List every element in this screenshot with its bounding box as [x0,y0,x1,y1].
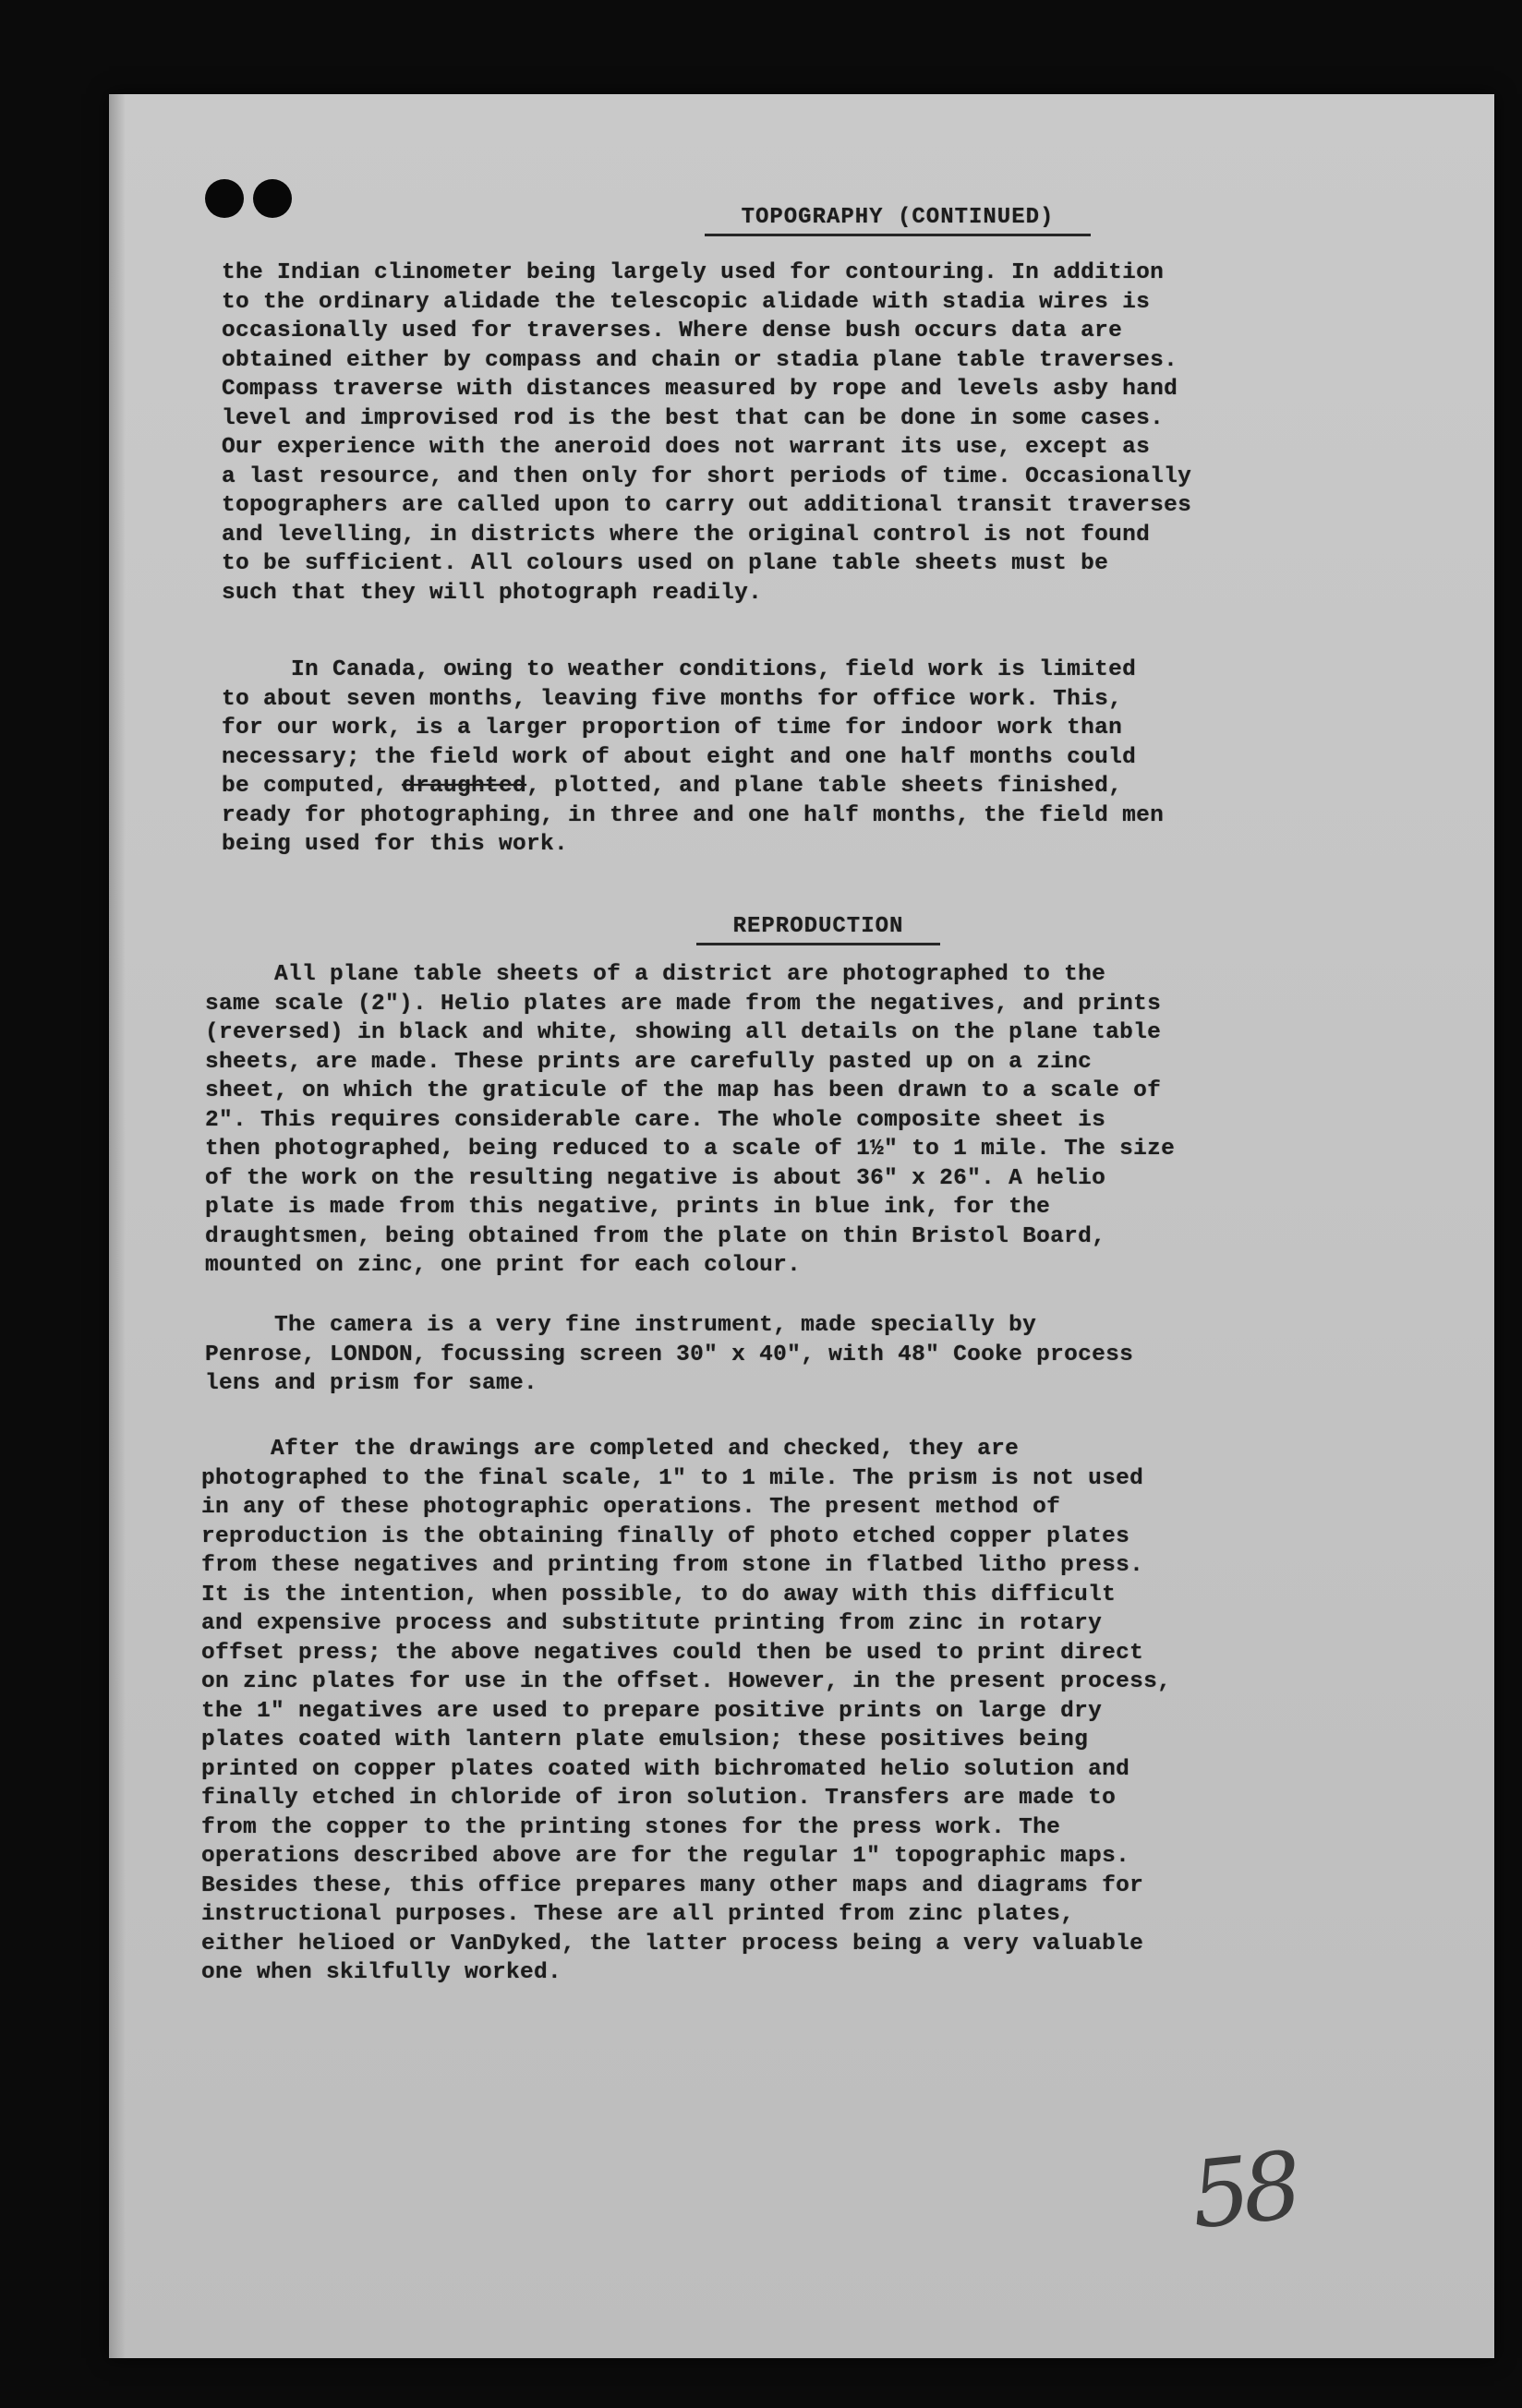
text-line: plates coated with lantern plate emulsion; these positives being [201,1728,1089,1752]
text-line: After the drawings are completed and checked, they are [201,1437,1020,1462]
text-line: All plane table sheets of a district are photographed to the [205,962,1106,987]
text-line: Besides these, this office prepares many other maps and diagrams for [201,1872,1144,1898]
text-line-with-strikeout [222,772,1441,801]
text-line: mounted on zinc, one print for each colour. [205,1253,802,1278]
text-line: (reversed) in black and white, showing all details on the plane table [205,1020,1162,1045]
paragraph-reproduction-process [205,960,1424,1281]
text-line: It is the intention, when possible, to do away with this difficult [201,1582,1117,1607]
text-line: 2". This requires considerable care. The whole composite sheet is [205,1107,1106,1133]
paragraph-topography-methods [222,259,1441,608]
text-line: Our experience with the aneroid does not warrant its use, except as [222,435,1151,460]
page-edge-shadow [109,94,126,2358]
handwritten-page-number: 58 [1186,2131,1300,2250]
text-line: and levelling, in districts where the original control is not found [222,522,1151,548]
text-line: in any of these photographic operations. The present method of [201,1495,1061,1520]
text-line: printed on copper plates coated with bichromated helio solution and [201,1756,1130,1782]
text-line: level and improvised rod is the best that can be done in some cases. [222,405,1165,431]
text-line: from these negatives and printing from stone in flatbed litho press. [201,1553,1144,1578]
text-line: photographed to the final scale, 1" to 1 mile. The prism is not used [201,1465,1144,1491]
text-line: reproduction is the obtaining finally of photo etched copper plates [201,1523,1130,1549]
text-line: occasionally used for traverses. Where dense bush occurs data are [222,319,1123,343]
text-line: offset press; the above negatives could then be used to print direct [201,1640,1144,1666]
text-line: The camera is a very fine instrument, made specially by [205,1313,1037,1338]
paragraph-printing-process [201,1435,1420,1988]
text-line: Penrose, LONDON, focussing screen 30" x 40", with 48" Cooke process [205,1342,1134,1367]
text-line: plate is made from this negative, prints in blue ink, for the [205,1195,1051,1220]
text-line: either helioed or VanDyked, the latter process being a very valuable [201,1931,1144,1956]
text-line: for our work, is a larger proportion of time for indoor work than [222,716,1123,740]
text-line: then photographed, being reduced to a scale of 1½" to 1 mile. The size [205,1137,1176,1162]
text-fragment: be computed, [222,774,403,799]
text-line: obtained either by compass and chain or stadia plane table traverses. [222,347,1178,373]
text-line: ready for photographing, in three and one half months, the field men [222,802,1165,828]
text-line: instructional purposes. These are all printed from zinc plates, [201,1902,1075,1927]
section-heading [126,914,1511,945]
section-heading-text: REPRODUCTION [696,914,941,945]
text-line: draughtsmen, being obtained from the plate on thin Bristol Board, [205,1223,1106,1249]
text-line: topographers are called upon to carry out additional transit traverses [222,493,1192,518]
text-line: to about seven months, leaving five months for office work. This, [222,686,1123,712]
text-line: In Canada, owing to weather conditions, field work is limited [222,657,1137,682]
text-line: sheet, on which the graticule of the map has been drawn to a scale of [205,1078,1162,1103]
text-line: from the copper to the printing stones for the press work. The [201,1814,1061,1840]
text-line: being used for this work. [222,832,569,857]
paragraph-field-season [222,656,1441,860]
text-line: the 1" negatives are used to prepare positive prints on large dry [201,1698,1103,1724]
text-line: such that they will photograph readily. [222,580,763,606]
text-line: to be sufficient. All colours used on plane table sheets must be [222,551,1109,576]
text-line: one when skilfully worked. [201,1960,562,1985]
text-line: operations described above are for the regular 1" topographic maps. [201,1844,1130,1869]
text-line: and expensive process and substitute printing from zinc in rotary [201,1611,1103,1636]
page-heading-text: TOPOGRAPHY (CONTINUED) [705,205,1092,236]
text-line: of the work on the resulting negative is about 36" x 26". A helio [205,1165,1106,1191]
text-line: Compass traverse with distances measured by rope and levels asby hand [222,377,1178,402]
text-line: a last resource, and then only for short periods of time. Occasionally [222,464,1192,489]
text-line: same scale (2"). Helio plates are made from the negatives, and prints [205,991,1162,1017]
struck-out-word: draughted [402,774,527,799]
text-line: lens and prism for same. [205,1371,538,1396]
document-page [109,94,1494,2358]
text-line: on zinc plates for use in the offset. However, in the present process, [201,1669,1172,1694]
text-line: to the ordinary alidade the telescopic alidade with stadia wires is [222,289,1151,315]
text-line: finally etched in chloride of iron solution. Transfers are made to [201,1786,1117,1811]
text-fragment: , plotted, and plane table sheets finished, [526,774,1123,799]
text-line: the Indian clinometer being largely used for contouring. In addition [222,260,1165,285]
paragraph-camera [205,1311,1424,1399]
page-heading [205,205,1522,236]
text-line: necessary; the field work of about eight and one half months could [222,744,1137,770]
text-line: sheets, are made. These prints are carefully pasted up on a zinc [205,1049,1093,1075]
